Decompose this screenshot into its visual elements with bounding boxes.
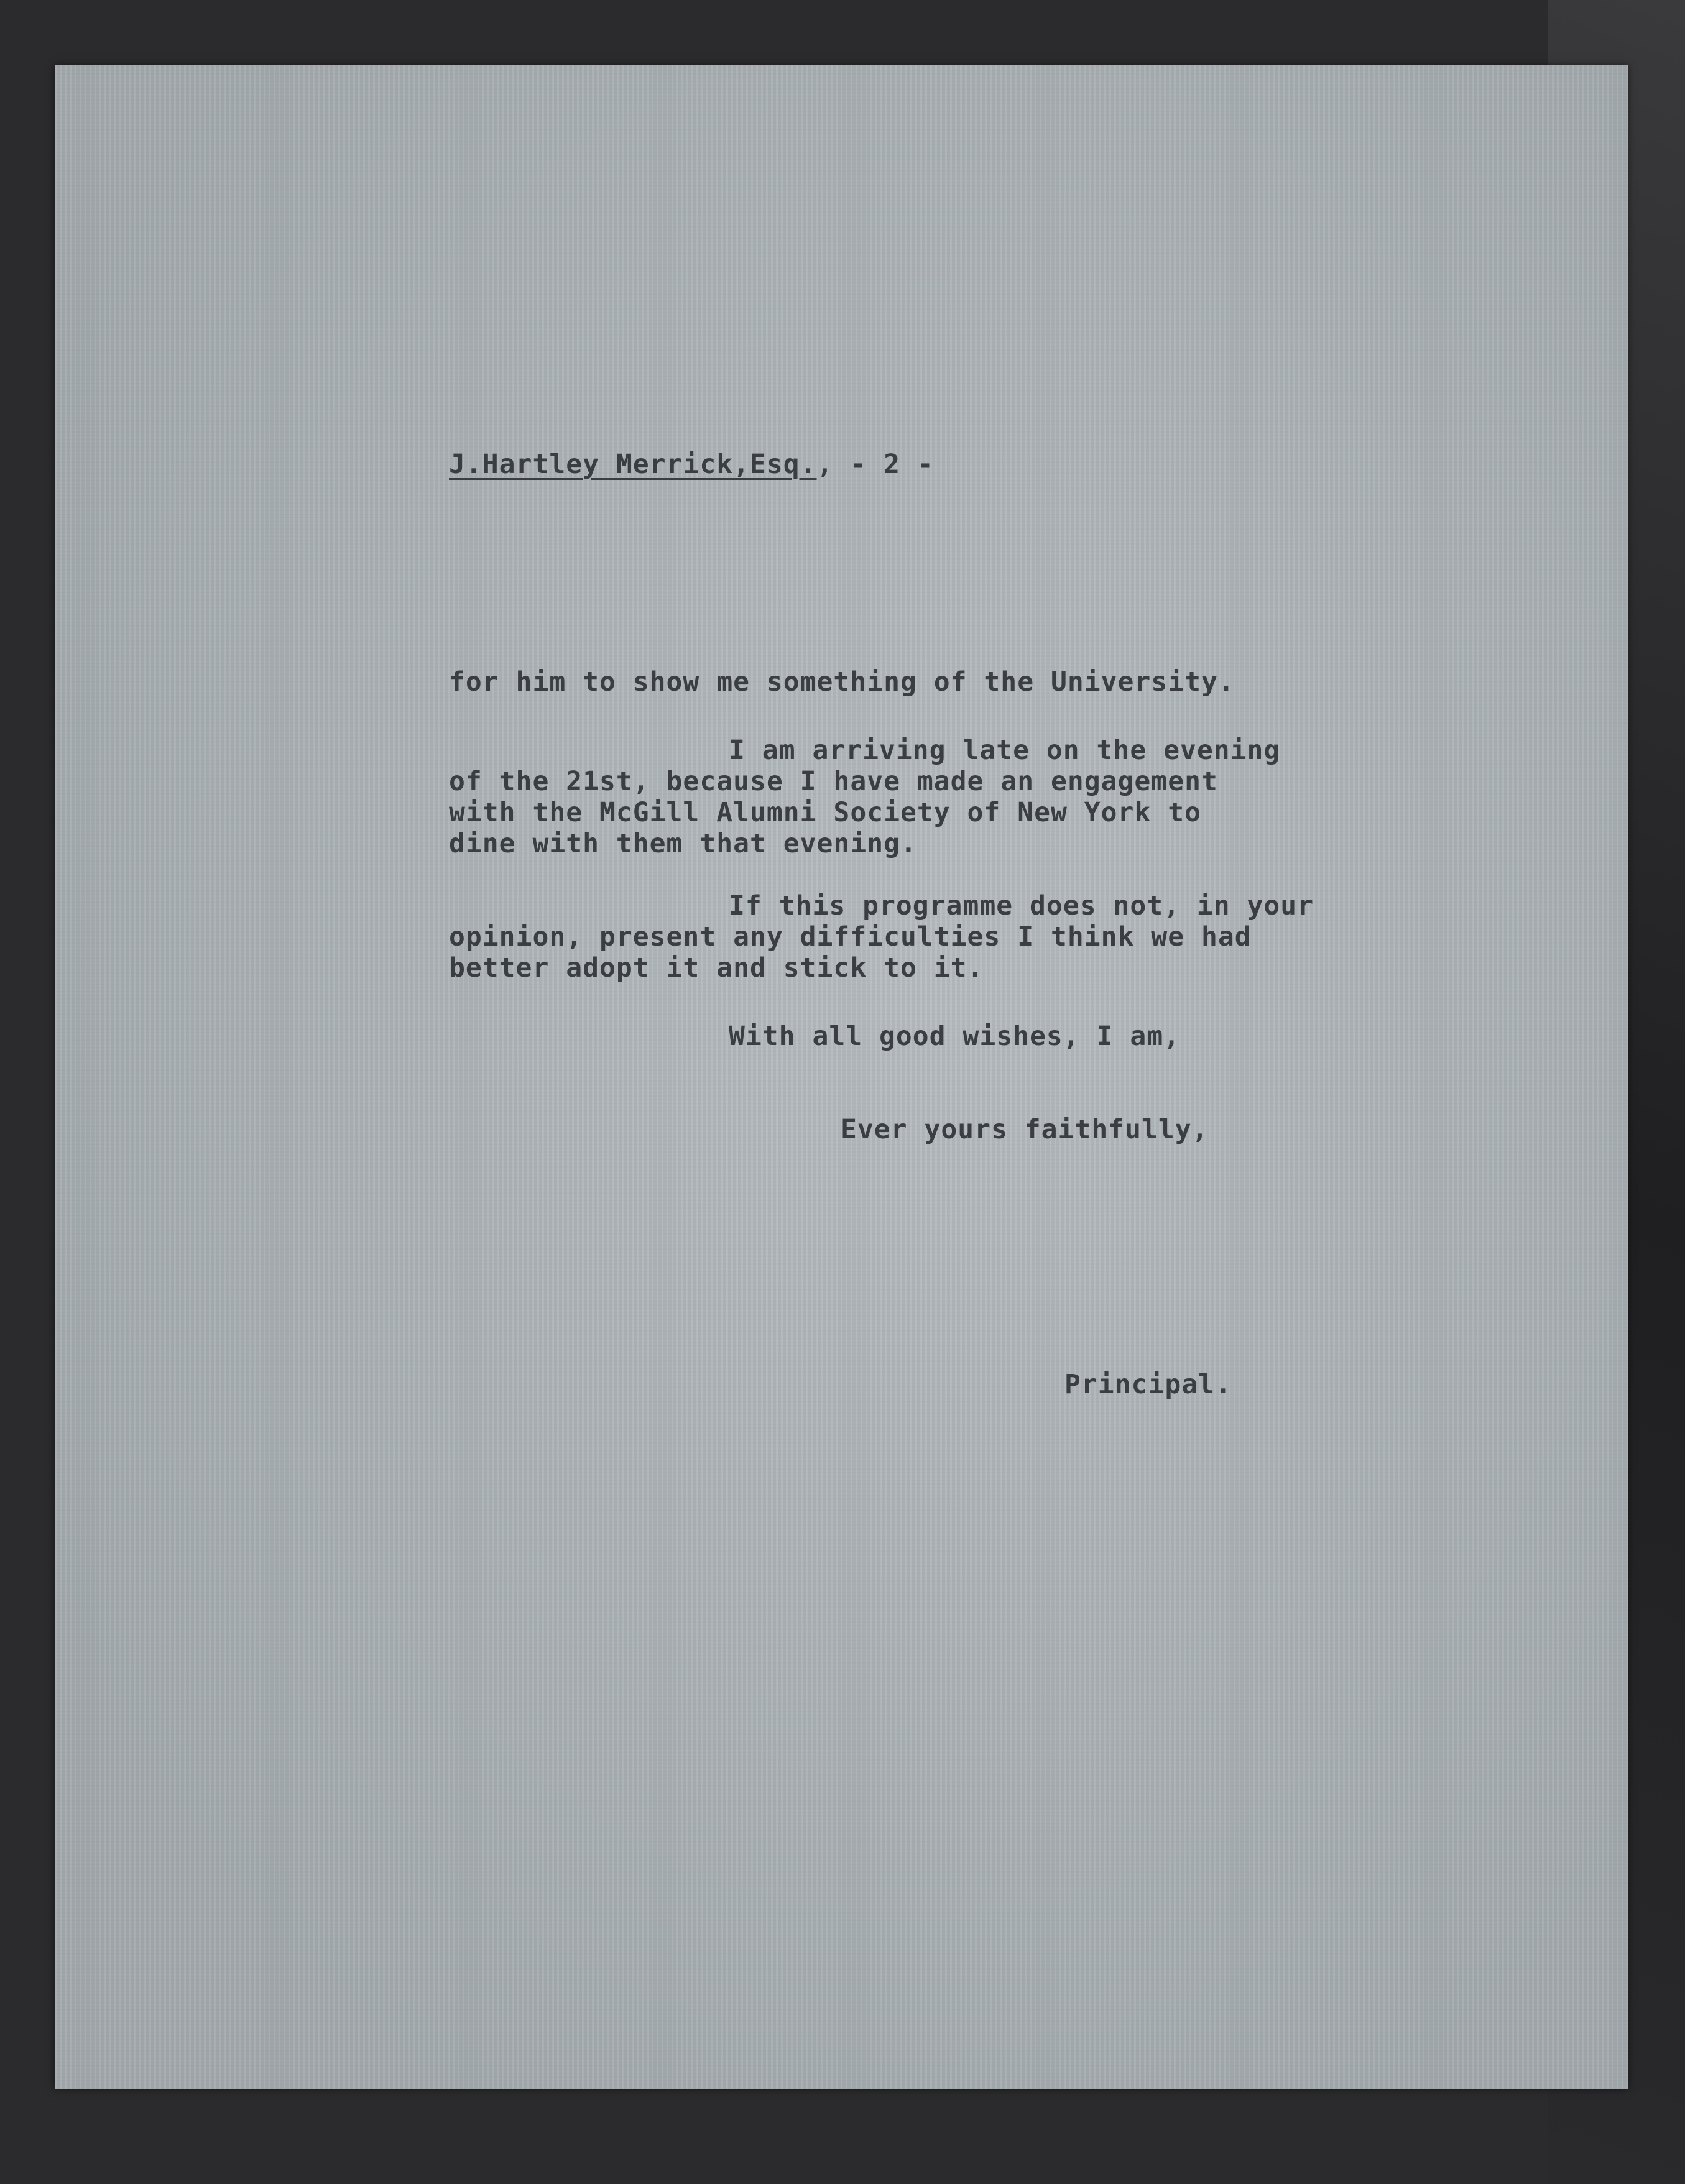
- letter-header: [449, 446, 934, 482]
- paragraph-arrival-line-2: of the 21st, because I have made an engagement: [449, 766, 1218, 797]
- page-number: , - 2 -: [816, 449, 934, 480]
- paragraph-arrival-line-3: with the McGill Alumni Society of New York to: [449, 797, 1201, 828]
- paragraph-arrival-line-1: I am arriving late on the evening: [729, 735, 1281, 766]
- paragraph-programme-line-2: opinion, present any difficulties I think we had: [449, 921, 1252, 952]
- letter-page: [55, 65, 1628, 2089]
- paragraph-programme-line-1: If this programme does not, in your: [729, 890, 1314, 921]
- closing-wish: With all good wishes, I am,: [729, 1021, 1180, 1052]
- addressee-name: J.Hartley Merrick,Esq.: [449, 449, 817, 480]
- paragraph-arrival-line-4: dine with them that evening.: [449, 828, 917, 859]
- paragraph-programme-line-3: better adopt it and stick to it.: [449, 952, 984, 984]
- signature-title: Principal.: [1064, 1369, 1232, 1400]
- paragraph-opening: for him to show me something of the University.: [449, 666, 1235, 698]
- valediction: Ever yours faithfully,: [841, 1114, 1209, 1145]
